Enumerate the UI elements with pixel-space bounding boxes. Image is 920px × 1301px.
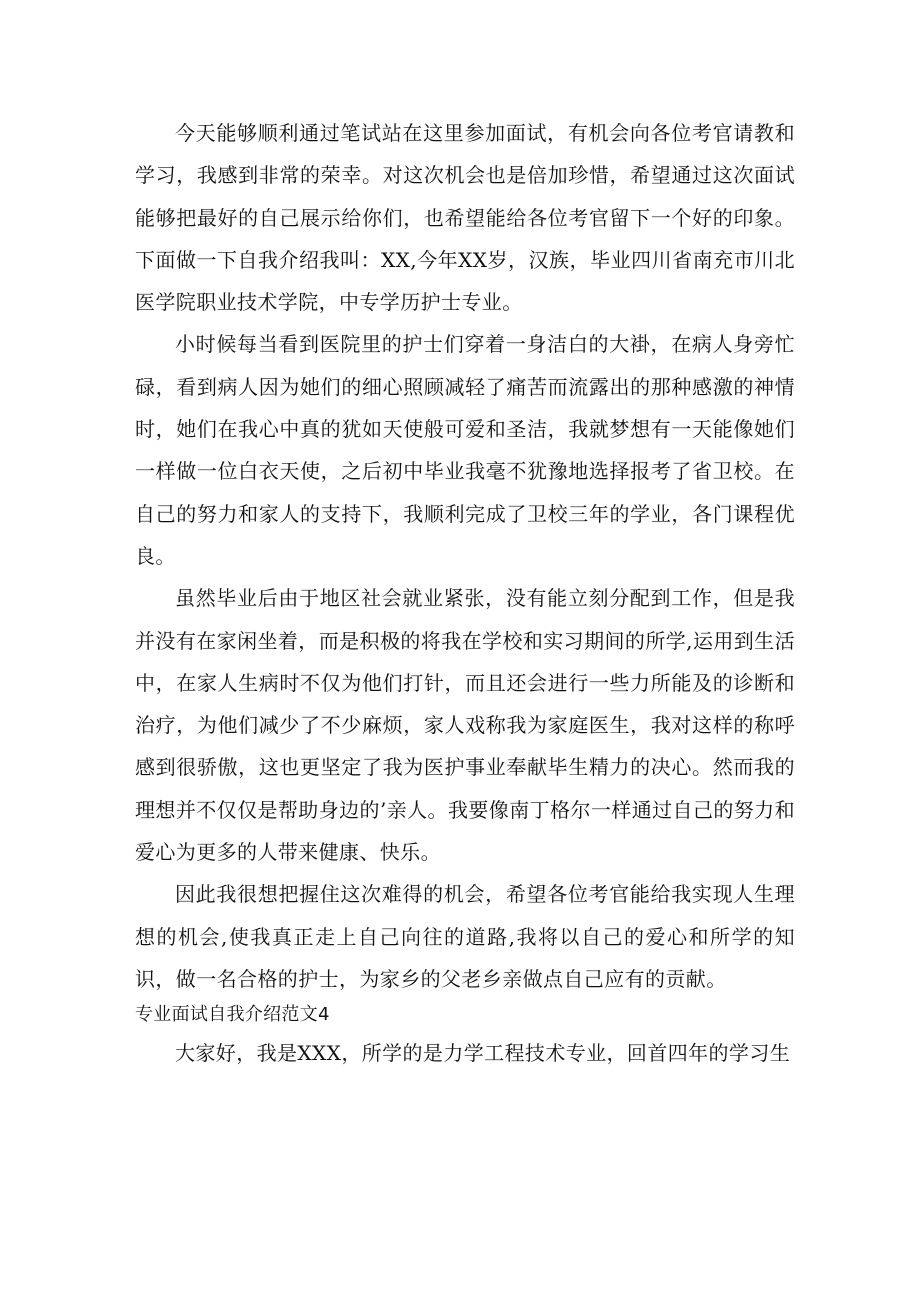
paragraph-childhood-dream: 小时候每当看到医院里的护士们穿着一身洁白的大褂，在病人身旁忙碌，看到病人因为她们的细心照顾减轻了痛苦而流露出的那种感激的神情时，她们在我心中真的犹如天使般可爱和圣洁，我就梦想有一天能像她们一样做一位白衣天使，之后初中毕业我毫不犹豫地选择报考了省卫校。在自己的努力和家人的支持下，我顺利完成了卫校三年的学业，各门课程优良。 [135, 332, 795, 568]
section-heading: 专业面试自我介绍范文4 [135, 1004, 330, 1026]
paragraph-closing: 因此我很想把握住这次难得的机会，希望各位考官能给我实现人生理想的机会,使我真正走上自己向往的道路,我将以自己的爱心和所学的知识，做一名合格的护士，为家乡的父老乡亲做点自己应有的贡献。 [135, 882, 795, 991]
paragraph-interview-intro: 今天能够顺利通过笔试站在这里参加面试，有机会向各位考官请教和学习，我感到非常的荣幸。对这次机会也是倍加珍惜，希望通过这次面试能够把最好的自己展示给你们，也希望能给各位考官留下一个好的印象。下面做一下自我介绍我叫：XX,今年XX岁，汉族，毕业四川省南充市川北医学院职业技术学院，中专学历护士专业。 [135, 121, 795, 315]
paragraph-next-sample: 大家好，我是XXX，所学的是力学工程技术专业，回首四年的学习生 [175, 1041, 791, 1066]
document-body [135, 112, 795, 1075]
paragraph-after-graduation: 虽然毕业后由于地区社会就业紧张，没有能立刻分配到工作，但是我并没有在家闲坐着，而是积极的将我在学校和实习期间的所学,运用到生活中，在家人生病时不仅为他们打针，而且还会进行一些力所能及的诊断和治疗，为他们减少了不少麻烦，家人戏称我为家庭医生，我对这样的称呼感到很骄傲，这也更坚定了我为医护事业奉献毕生精力的决心。然而我的理想并不仅仅是帮助身边的’亲人。我要像南丁格尔一样通过自己的努力和爱心为更多的人带来健康、快乐。 [135, 586, 795, 865]
